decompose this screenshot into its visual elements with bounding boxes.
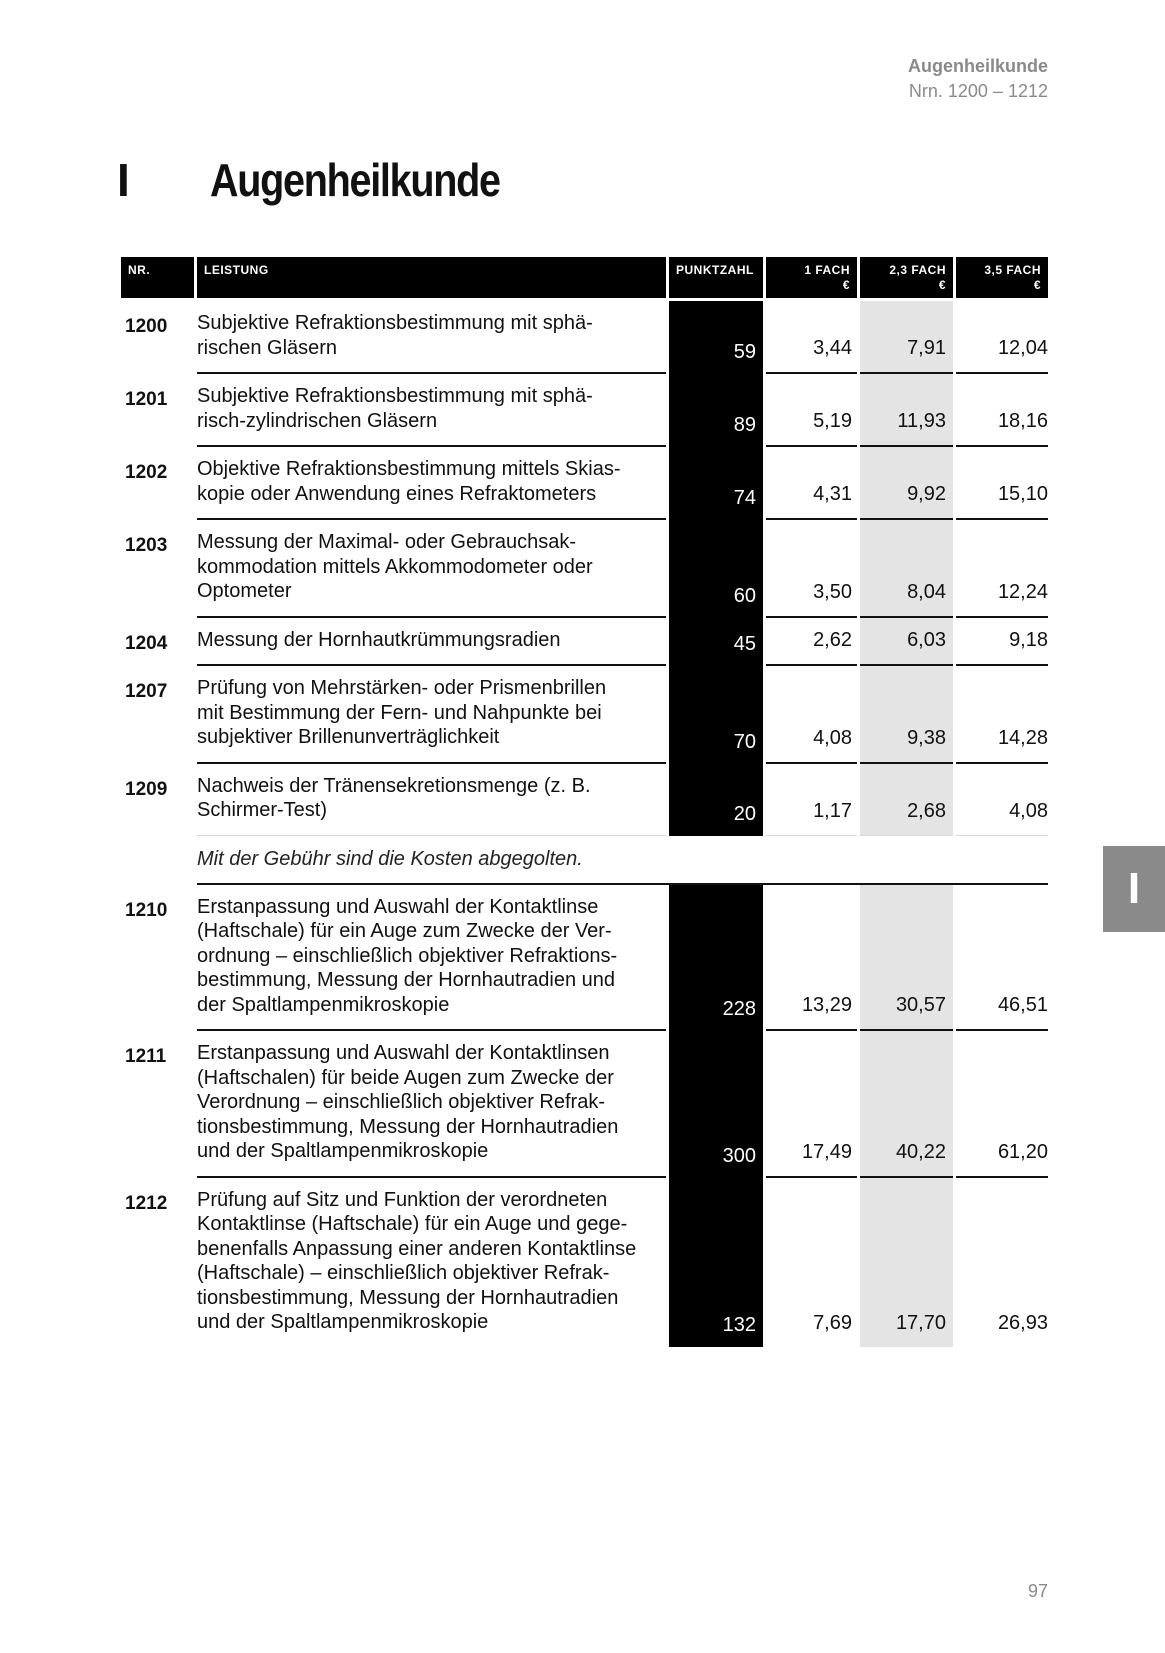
cell-nr: 1203 [125, 535, 168, 556]
cell-punktzahl: 132 [669, 1178, 763, 1347]
table-row [121, 1178, 1048, 1347]
cell-nr: 1201 [125, 389, 168, 410]
cell-fach35: 12,24 [956, 520, 1048, 618]
cell-fach1: 7,69 [813, 1311, 852, 1334]
table-row [121, 885, 1048, 1032]
header-fach23-currency: € [938, 278, 946, 292]
cell-fach35: 15,10 [956, 447, 1048, 520]
cell-leistung: Subjektive Refraktionsbestimmung mit sphä- risch-zylindrischen Gläsern [197, 374, 666, 447]
chapter-number: I [117, 154, 129, 206]
cell-fach1: 2,62 [766, 618, 857, 667]
table-row [121, 1031, 1048, 1178]
cell-punktzahl: 74 [669, 447, 763, 520]
table-row [121, 520, 1048, 618]
header-fach1 [766, 257, 857, 298]
cell-fach23: 8,04 [860, 520, 953, 618]
cell-leistung: Nachweis der Tränensekretionsmenge (z. B. Schirmer-Test) [197, 764, 666, 836]
cell-fach23: 9,92 [860, 447, 953, 520]
cell-nr: 1204 [125, 632, 168, 654]
cell-fach35: 18,16 [956, 374, 1048, 447]
cell-punktzahl: 45 [669, 618, 763, 667]
cell-leistung: Erstanpassung und Auswahl der Kontaktlinsen (Haftschalen) für beide Augen zum Zwecke der Verordnung – einschließlich objektiver Refrak- tionsbestimmung, Messung der Hornhautradien und der Spaltlampenmikroskopie [197, 1031, 666, 1178]
header-fach35-label: 3,5 FACH [984, 263, 1041, 277]
chapter-thumb-tab: I [1103, 846, 1165, 932]
cell-leistung: Erstanpassung und Auswahl der Kontaktlinse (Haftschale) für ein Auge zum Zwecke der Ver- ordnung – einschließlich objektiver Refraktions- bestimmung, Messung der Hornhautradien und der Spaltlampenmikroskopie [197, 885, 666, 1032]
cell-punktzahl: 20 [669, 764, 763, 836]
cell-punktzahl: 228 [669, 885, 763, 1032]
table-row [121, 618, 1048, 667]
cell-fach1: 3,44 [766, 301, 857, 374]
cell-leistung: Messung der Maximal- oder Gebrauchsak- kommodation mittels Akkommodometer oder Optometer [197, 520, 666, 618]
cell-fach35: 9,18 [956, 618, 1048, 667]
cell-fach23: 11,93 [860, 374, 953, 447]
table-row [121, 764, 1048, 836]
header-leistung: LEISTUNG [197, 257, 666, 298]
cell-fach35: 4,08 [956, 764, 1048, 836]
header-fach1-currency: € [842, 278, 850, 292]
cell-fach35: 26,93 [997, 1311, 1048, 1334]
header-fach35 [956, 257, 1048, 298]
cell-fach1: 17,49 [766, 1031, 857, 1178]
table-row [121, 447, 1048, 520]
cell-fach23: 6,03 [860, 618, 953, 667]
cell-punktzahl: 59 [669, 301, 763, 374]
cell-fach35: 12,04 [956, 301, 1048, 374]
running-header-range: Nrn. 1200 – 1212 [908, 81, 1048, 101]
header-fach1-label: 1 FACH [804, 263, 850, 277]
cell-nr: 1202 [125, 462, 168, 483]
table-row [121, 666, 1048, 764]
cell-nr: 1212 [125, 1192, 168, 1214]
cell-fach23: 40,22 [860, 1031, 953, 1178]
table-row [121, 301, 1048, 374]
cell-fach1: 3,50 [766, 520, 857, 618]
page-number: 97 [1027, 1581, 1048, 1601]
cell-nr: 1200 [125, 316, 168, 337]
cell-fach1: 1,17 [766, 764, 857, 836]
cell-nr: 1209 [125, 778, 168, 800]
cell-leistung: Objektive Refraktionsbestimmung mittels Skias- kopie oder Anwendung eines Refraktometers [197, 447, 666, 520]
cell-leistung: Subjektive Refraktionsbestimmung mit sphä- rischen Gläsern [197, 301, 666, 374]
cell-fach1: 13,29 [766, 885, 857, 1032]
cell-punktzahl: 60 [669, 520, 763, 618]
cell-fach23: 17,70 [860, 1178, 953, 1347]
header-fach23 [860, 257, 953, 298]
cell-punktzahl: 89 [669, 374, 763, 447]
table-row [121, 374, 1048, 447]
cell-fach23: 30,57 [860, 885, 953, 1032]
header-nr: NR. [121, 257, 194, 298]
cell-nr: 1210 [125, 899, 168, 921]
cell-fach1: 4,31 [766, 447, 857, 520]
table-header [121, 257, 1048, 298]
cell-fach23: 7,91 [860, 301, 953, 374]
cell-nr: 1211 [125, 1046, 167, 1067]
header-punktzahl: PUNKTZAHL [669, 257, 763, 298]
table-body-a [121, 301, 1048, 836]
fee-table [121, 257, 1048, 1347]
cell-fach35: 14,28 [956, 666, 1048, 764]
cell-leistung: Messung der Hornhautkrümmungsradien [197, 618, 666, 667]
table-body-b [121, 885, 1048, 1347]
chapter-title: Augenheilkunde [210, 154, 500, 206]
cell-fach35: 61,20 [956, 1031, 1048, 1178]
note-text: Mit der Gebühr sind die Kosten abgegolten. [197, 836, 1048, 885]
cell-fach23: 2,68 [860, 764, 953, 836]
cell-fach1: 5,19 [766, 374, 857, 447]
cell-leistung: Prüfung auf Sitz und Funktion der verordneten Kontaktlinse (Haftschale) für ein Auge und gege- benenfalls Anpassung einer anderen Kontaktlinse (Haftschale) – einschließlich objektiver Refrak- tionsbestimmung, Messung der Hornhautradien und der Spaltlampenmikroskopie [197, 1188, 637, 1333]
cell-fach23: 9,38 [860, 666, 953, 764]
cell-fach1: 4,08 [766, 666, 857, 764]
cell-punktzahl: 300 [669, 1031, 763, 1178]
cell-punktzahl: 70 [669, 666, 763, 764]
note-row [121, 836, 1048, 885]
running-header [908, 54, 1048, 104]
cell-fach35: 46,51 [956, 885, 1048, 1032]
running-header-title: Augenheilkunde [907, 56, 1048, 76]
header-fach35-currency: € [1033, 278, 1041, 292]
header-fach23-label: 2,3 FACH [889, 263, 946, 277]
cell-nr: 1207 [125, 681, 168, 702]
cell-leistung: Prüfung von Mehrstärken- oder Prismenbrillen mit Bestimmung der Fern- und Nahpunkte bei subjektiver Brillenunverträglichkeit [197, 666, 666, 764]
